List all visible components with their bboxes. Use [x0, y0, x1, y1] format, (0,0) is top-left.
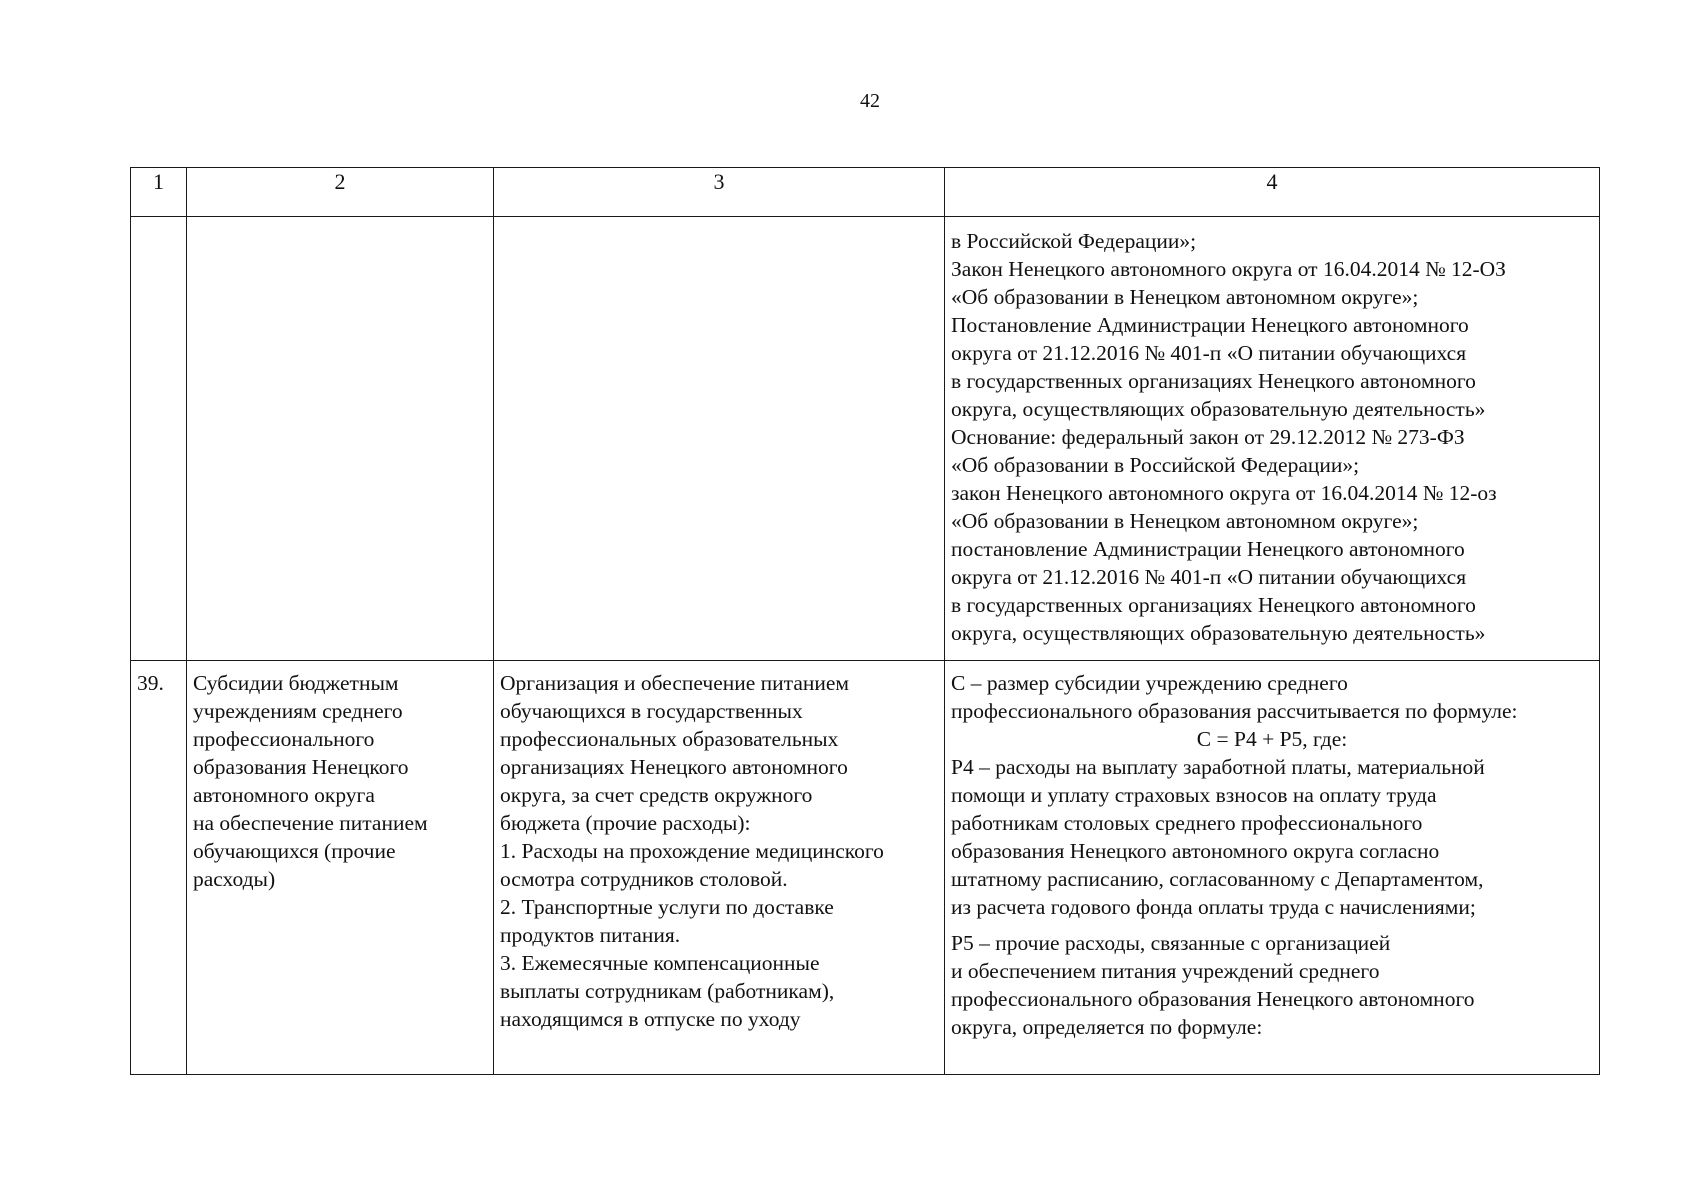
- header-col-3: 3: [494, 168, 945, 217]
- text-line: из расчета годового фонда оплаты труда с начислениями;: [951, 895, 1476, 919]
- cell-empty-3: [494, 217, 945, 661]
- text-line: «Об образовании в Российской Федерации»;: [951, 453, 1360, 477]
- cell-subsidy-name: [187, 661, 494, 1075]
- header-col-2: 2: [187, 168, 494, 217]
- text-line: в Российской Федерации»;: [951, 229, 1197, 253]
- subsidy-formula: С = Р4 + Р5, где:: [1196, 727, 1348, 751]
- text-line: в государственных организациях Ненецкого автономного: [951, 593, 1476, 617]
- text-line: округа, осуществляющих образовательную деятельность»: [951, 397, 1486, 421]
- text-line: Субсидии бюджетным: [193, 671, 399, 695]
- text-line: «Об образовании в Ненецком автономном округе»;: [951, 509, 1419, 533]
- text-line: находящимся в отпуске по уходу: [500, 1007, 801, 1031]
- row-number: 39.: [131, 661, 187, 1075]
- text-line: С – размер субсидии учреждению среднего: [951, 671, 1348, 695]
- text-line: закон Ненецкого автономного округа от 16.04.2014 № 12-оз: [951, 481, 1497, 505]
- text-line: помощи и уплату страховых взносов на оплату труда: [951, 783, 1437, 807]
- text-line: профессионального: [193, 727, 375, 751]
- table-row-continued: [131, 217, 1600, 661]
- text-line: обучающихся (прочие: [193, 839, 396, 863]
- text-line: автономного округа: [193, 783, 375, 807]
- text-line: Основание: федеральный закон от 29.12.2012 № 273-ФЗ: [951, 425, 1465, 449]
- text-line: Р5 – прочие расходы, связанные с организацией: [951, 931, 1391, 955]
- text-line: штатному расписанию, согласованному с Департаментом,: [951, 867, 1484, 891]
- text-line: и обеспечением питания учреждений среднего: [951, 959, 1380, 983]
- text-line: Р4 – расходы на выплату заработной платы, материальной: [951, 755, 1485, 779]
- text-line: округа от 21.12.2016 № 401-п «О питании обучающихся: [951, 565, 1467, 589]
- text-line: в государственных организациях Ненецкого автономного: [951, 369, 1476, 393]
- cell-empty-1: [131, 217, 187, 661]
- text-line: расходы): [193, 867, 276, 891]
- text-line: учреждениям среднего: [193, 699, 403, 723]
- text-line: Организация и обеспечение питанием: [500, 671, 850, 695]
- text-line: округа от 21.12.2016 № 401-п «О питании обучающихся: [951, 341, 1467, 365]
- text-line: осмотра сотрудников столовой.: [500, 867, 788, 891]
- text-line: 2. Транспортные услуги по доставке: [500, 895, 834, 919]
- page-number: 42: [860, 90, 880, 112]
- text-line: на обеспечение питанием: [193, 811, 428, 835]
- text-line: выплаты сотрудникам (работникам),: [500, 979, 835, 1003]
- table-row-39: [131, 661, 1600, 1075]
- text-line: обучающихся в государственных: [500, 699, 803, 723]
- text-line: 3. Ежемесячные компенсационные: [500, 951, 820, 975]
- text-line: продуктов питания.: [500, 923, 681, 947]
- text-line: Закон Ненецкого автономного округа от 16.04.2014 № 12-ОЗ: [951, 257, 1506, 281]
- text-line: округа, осуществляющих образовательную деятельность»: [951, 621, 1486, 645]
- paragraph-gap: [951, 921, 1593, 929]
- table-header-row: [131, 168, 1600, 217]
- text-line: бюджета (прочие расходы):: [500, 811, 751, 835]
- text-line: профессионального образования Ненецкого автономного: [951, 987, 1475, 1011]
- text-line: округа, за счет средств окружного: [500, 783, 813, 807]
- text-line: округа, определяется по формуле:: [951, 1015, 1263, 1039]
- text-line: постановление Администрации Ненецкого автономного: [951, 537, 1465, 561]
- document-table: [130, 167, 1600, 1075]
- cell-empty-2: [187, 217, 494, 661]
- cell-activity-description: [494, 661, 945, 1075]
- text-line: образования Ненецкого автономного округа согласно: [951, 839, 1440, 863]
- header-col-1: 1: [131, 168, 187, 217]
- text-line: образования Ненецкого: [193, 755, 409, 779]
- text-line: работникам столовых среднего профессионального: [951, 811, 1423, 835]
- text-line: Постановление Администрации Ненецкого автономного: [951, 313, 1469, 337]
- text-line: «Об образовании в Ненецком автономном округе»;: [951, 285, 1419, 309]
- text-line: организациях Ненецкого автономного: [500, 755, 848, 779]
- cell-continued-legal-basis: [945, 217, 1600, 661]
- text-line: 1. Расходы на прохождение медицинского: [500, 839, 884, 863]
- text-line: профессиональных образовательных: [500, 727, 839, 751]
- text-line: профессионального образования рассчитывается по формуле:: [951, 699, 1518, 723]
- header-col-4: 4: [945, 168, 1600, 217]
- cell-calculation-method: [945, 661, 1600, 1075]
